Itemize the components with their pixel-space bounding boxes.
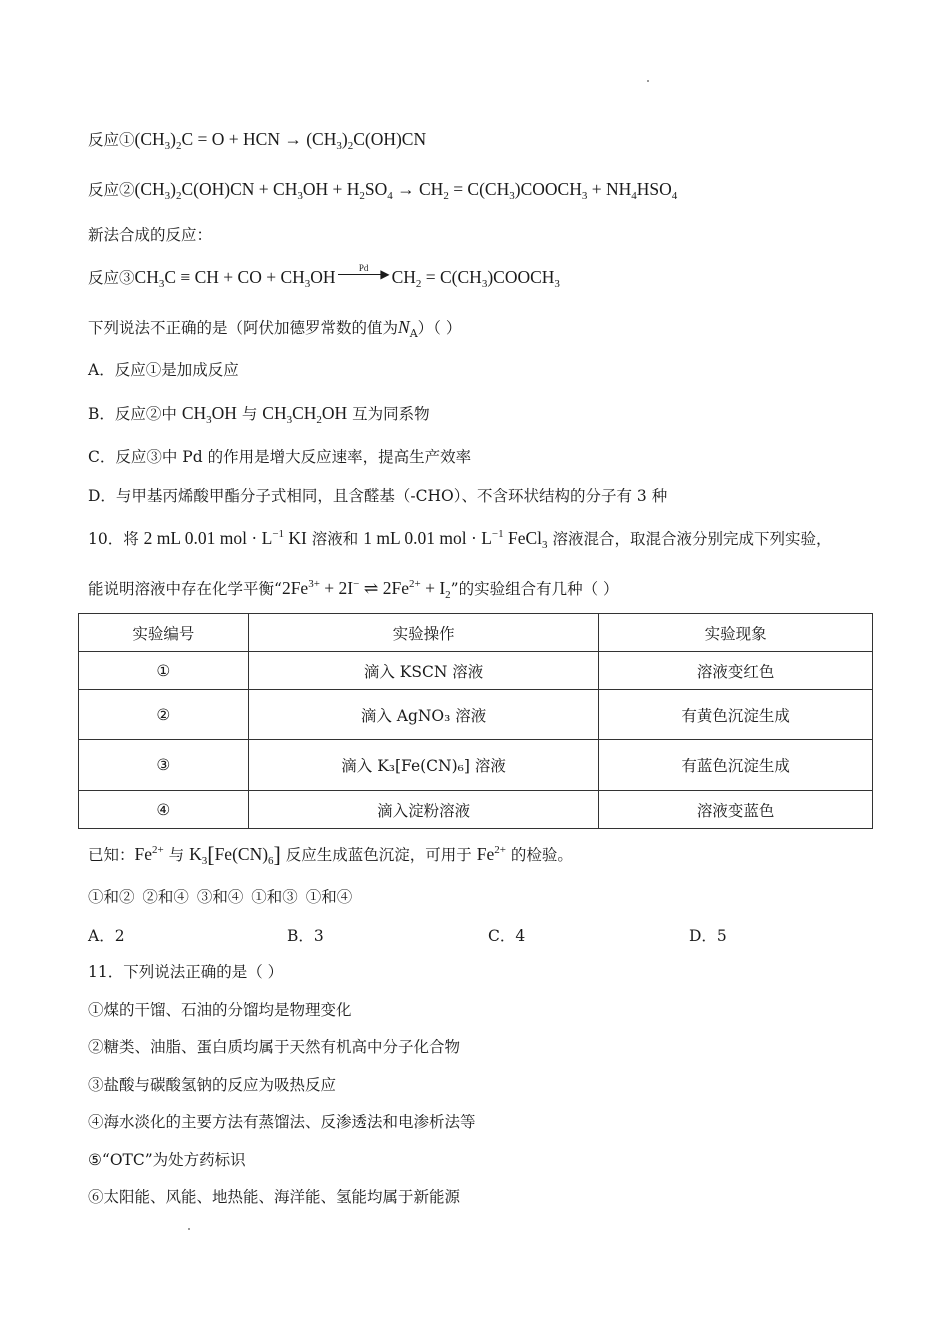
reaction-2-label: 反应② xyxy=(88,181,135,199)
list-item: ⑥太阳能、风能、地热能、海洋能、氢能均属于新能源 xyxy=(88,1188,461,1206)
table-cell: ③ xyxy=(79,740,249,791)
table-header-row xyxy=(79,614,873,652)
known-note: 已知：$Fe^{2+}$ 与 $K_3[Fe(CN)_6]$ 反应生成蓝色沉淀，可用于 $Fe^{2+}$ 的检验。 xyxy=(88,842,573,867)
option-b: B．反应②中 $CH_3OH$ 与 $CH_3CH_2OH$ 互为同系物 xyxy=(88,403,430,426)
table-cell: ① xyxy=(79,652,249,690)
list-item: ②糖类、油脂、蛋白质均属于天然有机高中分子化合物 xyxy=(88,1038,461,1056)
option-a: A．反应①是加成反应 xyxy=(88,361,239,379)
reaction-1-label: 反应① xyxy=(88,131,135,149)
question-10-line-2: 能说明溶液中存在化学平衡“$2Fe^{3+} + 2I^-$ ⇌ $2Fe^{2+} + I_2$”的实验组合有几种（ ） xyxy=(88,578,619,601)
reaction-1 xyxy=(88,128,426,151)
table-cell: 有蓝色沉淀生成 xyxy=(599,740,873,791)
reaction-1-equation: $(CH_3)_2C = O$ + HCN → $(CH_3)_2C(OH)CN$ xyxy=(134,129,427,152)
table-cell: 有黄色沉淀生成 xyxy=(599,690,873,740)
option-d: D．与甲基丙烯酸甲酯分子式相同，且含醛基（-CHO）、不含环状结构的分子有 3 种 xyxy=(88,487,668,505)
table-row xyxy=(79,652,873,690)
table-cell: 滴入淀粉溶液 xyxy=(248,791,599,829)
option-c: C．反应③中 Pd 的作用是增大反应速率，提高生产效率 xyxy=(88,448,472,466)
table-cell: 溶液变红色 xyxy=(599,652,873,690)
list-item: ①煤的干馏、石油的分馏均是物理变化 xyxy=(88,1001,352,1019)
catalyst-arrow: Pd ▶ xyxy=(338,267,390,281)
table-cell: 溶液变蓝色 xyxy=(599,791,873,829)
header-phenomenon: 实验现象 xyxy=(599,614,873,652)
reaction-3-label: 反应③ xyxy=(88,269,135,287)
page-mark-dot xyxy=(647,80,649,82)
equilibrium-equation: $2Fe^{3+} + 2I^-$ ⇌ $2Fe^{2+} + I_2$ xyxy=(281,578,451,601)
table-row xyxy=(79,740,873,791)
table-cell: ④ xyxy=(79,791,249,829)
q10-option-b: B．3 xyxy=(287,927,324,945)
experiment-table xyxy=(78,613,873,829)
q10-option-d: D．5 xyxy=(689,927,727,945)
reaction-2-equation: $(CH_3)_2C(OH)CN + CH_3OH + H_2SO_4 \to CH_2$ = $C(CH_3)COOCH_3 + NH_4HSO_4$ xyxy=(134,179,678,202)
reaction-3 xyxy=(88,263,560,290)
reaction-2 xyxy=(88,178,677,201)
table-cell: 滴入 AgNO₃ 溶液 xyxy=(248,690,599,740)
header-number: 实验编号 xyxy=(79,614,249,652)
header-operation: 实验操作 xyxy=(248,614,599,652)
reaction-3-equation: $CH_3C$ ≡ CH + CO + $CH_3OH$ Pd ▶ $CH_2$ = $C(CH_3)COOCH_3$ xyxy=(134,263,560,290)
table-cell: 滴入 KSCN 溶液 xyxy=(248,652,599,690)
question-10-line-1: 10．将 2 mL 0.01 mol · $L^{-1}$ KI 溶液和 1 mL 0.01 mol · $L^{-1}$ FeCl$_3$ 溶液混合，取混合液分别完成下列实验， xyxy=(88,528,832,551)
table-row xyxy=(79,690,873,740)
combination-list: ①和② ②和④ ③和④ ①和③ ①和④ xyxy=(88,888,353,906)
table-cell: 滴入 K₃[Fe(CN)₆] 溶液 xyxy=(248,740,599,791)
new-method-heading: 新法合成的反应： xyxy=(88,226,213,244)
q10-option-a: A．2 xyxy=(88,927,125,945)
table-cell: ② xyxy=(79,690,249,740)
page-mark-dot xyxy=(188,1228,190,1230)
list-item: ③盐酸与碳酸氢钠的反应为吸热反应 xyxy=(88,1076,337,1094)
q10-option-c: C．4 xyxy=(488,927,526,945)
question-9-stem: 下列说法不正确的是（阿伏加德罗常数的值为$N_A$）（ ） xyxy=(88,317,462,340)
table-row xyxy=(79,791,873,829)
question-11-stem: 11．下列说法正确的是（ ） xyxy=(88,963,284,981)
list-item: ⑤“OTC”为处方药标识 xyxy=(88,1151,246,1169)
list-item: ④海水淡化的主要方法有蒸馏法、反渗透法和电渗析法等 xyxy=(88,1113,476,1131)
